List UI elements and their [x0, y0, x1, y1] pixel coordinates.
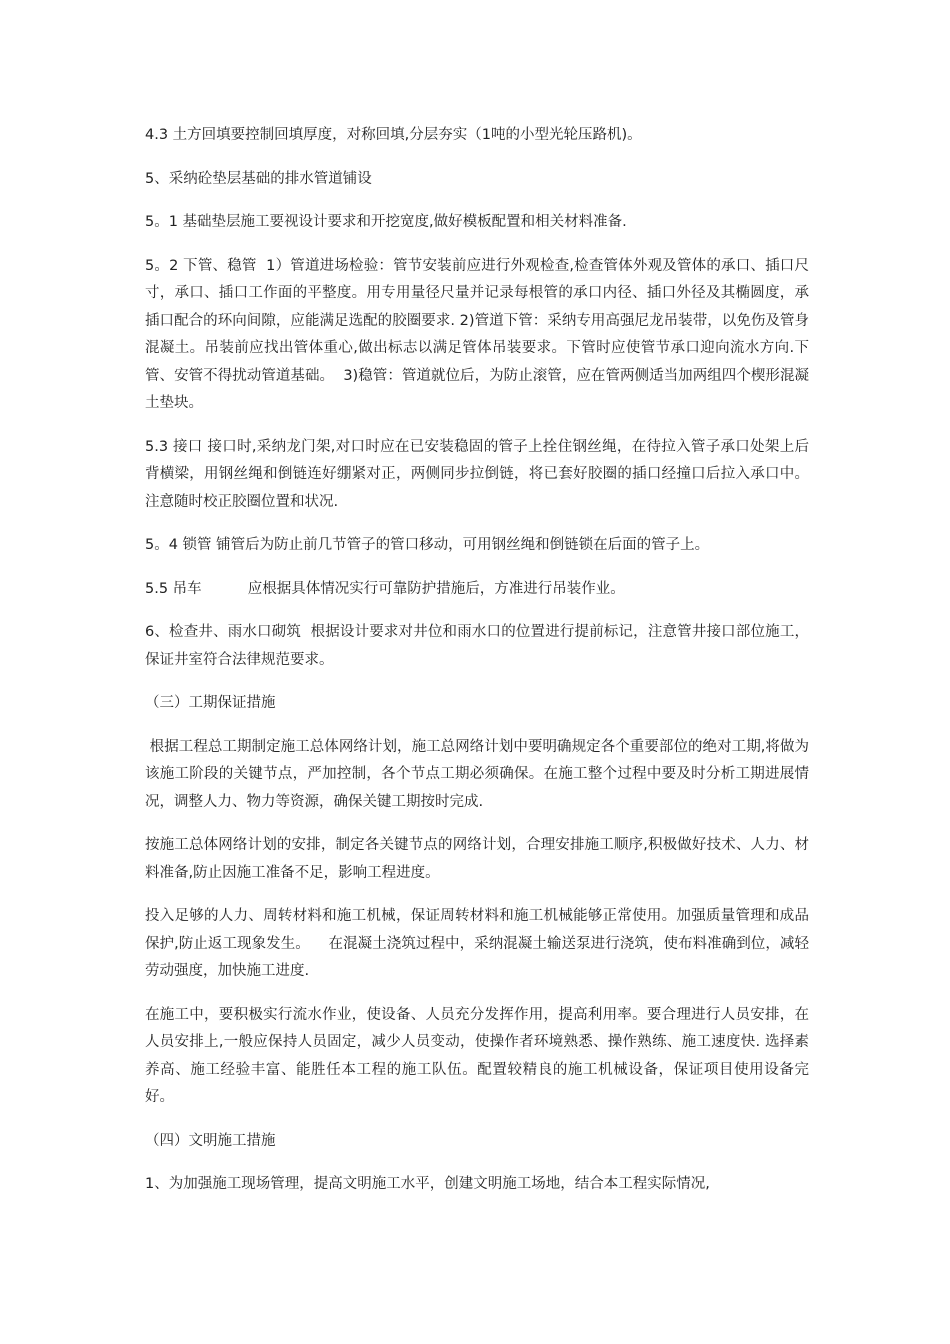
- paragraph-5-4: 5。4 锁管 铺管后为防止前几节管子的管口移动，可用钢丝绳和倒链锁在后面的管子上。: [145, 537, 710, 553]
- paragraph-5-2: 5。2 下管、稳管 1）管道进场检验：管节安装前应进行外观检查,检查管体外观及管体的承口、插口尺寸，承口、插口工作面的平整度。用专用量径尺量并记录每根管的承口内径、插口外径及其椭圆度，承插口配合的环向间隙，应能满足选配的胶圈要求. 2)管道下管：采纳专用高强尼龙吊装带，以免伤及管身混凝土。吊装前应找出管体重心,做出标志以满足管体吊装要求。下管时应使管节承口迎向流水方向.下管、安管不得扰动管道基础。 3)稳管：管道就位后，为防止滚管，应在管两侧适当加两组四个楔形混凝土垫块。: [145, 257, 809, 411]
- section-heading-schedule: （三）工期保证措施: [145, 695, 276, 711]
- paragraph-schedule-3: 投入足够的人力、周转材料和施工机械，保证周转材料和施工机械能够正常使用。加强质量管理和成品保护,防止返工现象发生。 在混凝土浇筑过程中，采纳混凝土输送泵进行浇筑，使布料准确到位，减轻劳动强度，加快施工进度.: [145, 908, 809, 979]
- heading-5: 5、采纳砼垫层基础的排水管道铺设: [145, 170, 372, 187]
- paragraph-6: 6、检查井、雨水口砌筑 根据设计要求对井位和雨水口的位置进行提前标记，注意管井接口部位施工，保证井室符合法律规范要求。: [145, 624, 809, 668]
- paragraph-5-5: 5.5 吊车 应根据具体情况实行可靠防护措施后，方准进行吊装作业。: [145, 580, 625, 597]
- paragraph-4-3: 4.3 土方回填要控制回填厚度，对称回填,分层夯实（1吨的小型光轮压路机)。: [145, 127, 642, 143]
- paragraph-5-3: 5.3 接口 接口时,采纳龙门架,对口时应在已安装稳固的管子上拴住钢丝绳，在待拉入管子承口处架上后背横梁，用钢丝绳和倒链连好绷紧对正，两侧同步拉倒链，将已套好胶圈的插口经撞口后拉入承口中。注意随时校正胶圈位置和状况.: [145, 438, 809, 510]
- paragraph-schedule-1: 根据工程总工期制定施工总体网络计划，施工总网络计划中要明确规定各个重要部位的绝对工期,将做为该施工阶段的关键节点，严加控制，各个节点工期必须确保。在施工整个过程中要及时分析工期进展情况，调整人力、物力等资源，确保关键工期按时完成.: [145, 738, 810, 810]
- section-heading-civilized: （四）文明施工措施: [145, 1132, 276, 1149]
- paragraph-schedule-4: 在施工中，要积极实行流水作业，使设备、人员充分发挥作用，提高利用率。要合理进行人员安排，在人员安排上,一般应保持人员固定，减少人员变动，使操作者环境熟悉、操作熟练、施工速度快. 选择素养高、施工经验丰富、能胜任本工程的施工队伍。配置较精良的施工机械设备，保证项目使用设备完好。: [145, 1006, 809, 1105]
- paragraph-5-1: 5。1 基础垫层施工要视设计要求和开挖宽度,做好模板配置和相关材料准备.: [145, 214, 627, 230]
- paragraph-schedule-2: 按施工总体网络计划的安排，制定各关键节点的网络计划，合理安排施工顺序,积极做好技术、人力、材料准备,防止因施工准备不足，影响工程进度。: [145, 837, 809, 881]
- document-body: [145, 122, 809, 1215]
- paragraph-civilized-1: 1、为加强施工现场管理，提高文明施工水平，创建文明施工场地，结合本工程实际情况,: [145, 1176, 710, 1192]
